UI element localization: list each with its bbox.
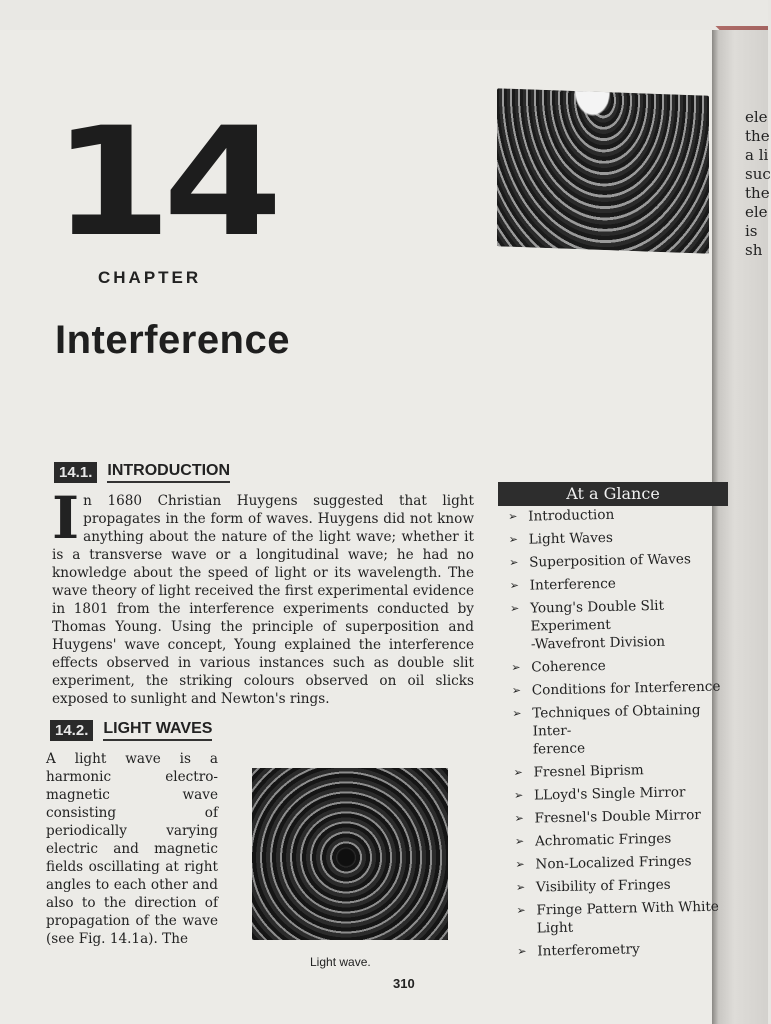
glance-item [508,526,733,549]
glance-item-label: Non-Localized Fringes [535,853,692,873]
glance-item-label: Interferometry [537,941,640,960]
glance-item [514,782,739,805]
glance-item [509,549,734,572]
glance-item-label: Fringe Pattern With White Light [536,898,720,937]
section-heading-introduction [54,462,230,483]
glance-item-label: Superposition of Waves [528,551,692,571]
glance-item-label: Fresnel's Double Mirror [534,807,701,827]
glance-item [512,700,738,759]
arrow-bullet-icon: ➢ [511,660,521,674]
light-waves-paragraph: A light wave is a harmonic electro-magnetic wave consisting of periodically varying electric and magnetic fields oscillating at right angles to each other and also to the direction of propagation of the wave (see Fig. 14.1a). The [46,751,218,947]
page-number: 310 [393,976,415,991]
section-number: 14.1. [54,462,97,483]
arrow-bullet-icon: ➢ [514,834,525,848]
glance-item-label: Fresnel Biprism [533,762,644,781]
arrow-bullet-icon: ➢ [511,683,522,697]
arrow-bullet-icon: ➢ [515,880,526,894]
drop-cap: I [52,484,80,552]
glance-item-label: Achromatic Fringes [534,830,672,850]
glance-item [517,938,742,961]
section-heading-light-waves [50,720,212,741]
arrow-bullet-icon: ➢ [508,509,518,523]
glance-item [516,897,742,938]
section-title: LIGHT WAVES [103,720,212,741]
section-number: 14.2. [50,720,93,741]
chapter-title: Interference [55,318,290,362]
glance-item [508,503,733,526]
at-a-glance-list [508,503,743,966]
glance-item [509,572,734,595]
glance-item-label: Light Waves [528,529,614,548]
glance-item [515,828,740,851]
background-top [0,0,768,30]
glance-item-label: Visibility of Fringes [535,876,671,896]
ripple-photo [497,88,709,253]
arrow-bullet-icon: ➢ [509,555,519,569]
arrow-bullet-icon: ➢ [515,857,525,871]
section-title: INTRODUCTION [107,462,230,483]
arrow-bullet-icon: ➢ [514,811,524,825]
arrow-bullet-icon: ➢ [509,601,520,615]
glance-item [510,595,736,654]
chapter-number: 14 [52,96,274,270]
glance-item [516,874,741,897]
glance-item-label: Young's Double Slit Experiment -Wavefront Division [529,597,666,653]
glance-item-label: Introduction [528,506,615,525]
glance-item-label: Conditions for Interference [531,678,721,699]
glance-item-label: Coherence [531,657,606,676]
at-a-glance-header: At a Glance [498,482,728,506]
arrow-bullet-icon: ➢ [508,532,519,546]
glance-item [512,677,737,700]
glance-item [511,654,736,677]
introduction-text: n 1680 Christian Huygens suggested that light propagates in the form of waves. Huygens did not know anything about the nature of the light wave; whether it is a transverse wave or a longitudinal wave; he had no knowledge about the speed of light or its wavelength. The wave theory of light received the first experimental evidence in 1801 from the interference experiments conducted by Thomas Young. Using the principle of superposition and Huygens' wave concept, Young explained the interference effects observed in various instances such as double slit experiment, the striking colours observed on oil slicks exposed to sunlight and Newton's rings. [52,493,474,707]
glance-item-label: Techniques of Obtaining Inter- ference [532,702,701,758]
next-page-fragment: ele the a li suc the ele is sh [745,108,771,259]
glance-item [513,759,738,782]
glance-item-label: Interference [529,575,616,594]
arrow-bullet-icon: ➢ [513,788,524,802]
arrow-bullet-icon: ➢ [512,706,522,720]
introduction-paragraph [52,484,474,708]
chapter-label: CHAPTER [98,268,202,287]
arrow-bullet-icon: ➢ [509,578,519,592]
figure-caption: Light wave. [310,955,371,969]
arrow-bullet-icon: ➢ [516,903,526,917]
glance-item-label: LLoyd's Single Mirror [533,784,686,804]
arrow-bullet-icon: ➢ [513,765,523,779]
arrow-bullet-icon: ➢ [517,944,527,958]
light-wave-figure [252,768,448,940]
glance-item [514,805,739,828]
glance-item [515,851,740,874]
